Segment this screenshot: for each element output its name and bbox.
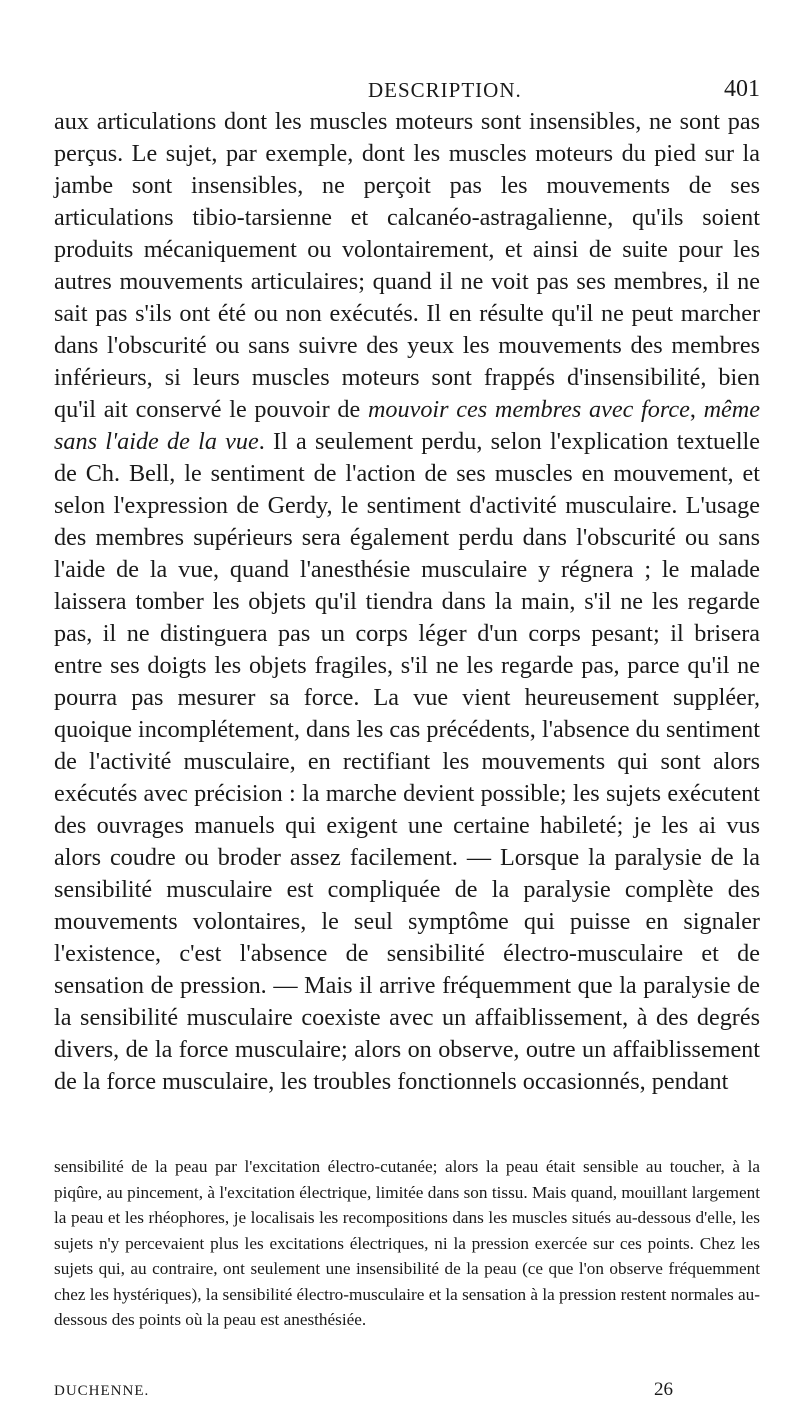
main-text <box>54 106 760 1098</box>
page-header <box>54 76 760 108</box>
footnote <box>54 1154 760 1333</box>
comma: , <box>689 396 696 423</box>
body-text-run-1: aux articulations dont les muscles moteurs sont insensibles, ne sont pas perçus. Le sujet, par exemple, dont les muscles moteurs du pied sur la jambe sont insensibles, ne perçoit pas les mouvements de ses articulations tibio-tarsienne et calcanéo-astragalienne, qu'ils soient produits mécaniquement ou volontairement, et ainsi de suite pour les autres mouvements articulaires; quand il ne voit pas ses membres, il ne sait pas s'ils ont été ou non exécutés. Il en résulte qu'il ne peut marcher dans l'obscurité ou sans suivre des yeux les mouvements des membres inférieurs, si leurs muscles moteurs sont frappés d'insensibilité, bien qu'il ait conservé le pouvoir de <box>54 108 760 423</box>
body-text-run-2: . Il a seulement perdu, selon l'explication textuelle de Ch. Bell, le sentiment de l'action de ses muscles en mouvement, et selon l'expression de Gerdy, le sentiment d'activité musculaire. L'usage des membres supérieurs sera également perdu dans l'obscurité ou sans l'aide de la vue, quand l'anesthésie musculaire y régnera ; le malade laissera tomber les objets qu'il tiendra dans la main, s'il ne les regarde pas, il ne distinguera pas un corps léger d'un corps pesant; il brisera entre ses doigts les objets fragiles, s'il ne les regarde pas, parce qu'il ne pourra pas mesurer sa force. La vue vient heureusement suppléer, quoique incomplétement, dans les cas précédents, l'absence du sentiment de l'activité musculaire, en rectifiant les mouvements qui sont alors exécutés avec précision : la marche devient possible; les sujets exécutent des ouvrages manuels qui exigent une certaine habileté; je les ai vus alors coudre ou broder assez facilement. — Lorsque la paralysie de la sensibilité musculaire est compliquée de la paralysie complète des mouvements volontaires, le seul symptôme qui puisse en signaler l'existence, c'est l'absence de sensibilité électro-musculaire et de sensation de pression. — Mais il arrive fréquemment que la paralysie de la sensibilité musculaire coexiste avec un affaiblissement, à des degrés divers, de la force musculaire; alors on observe, outre un affaiblissement de la force musculaire, les troubles fonctionnels occasionnés, pendant <box>54 428 760 1095</box>
running-title: DESCRIPTION. <box>368 78 522 102</box>
emphasis-text-2: même sans l'aide de la vue <box>54 396 760 455</box>
page-footer <box>54 1379 760 1407</box>
footnote-text: sensibilité de la peau par l'excitation électro-cutanée; alors la peau était sensible au toucher, à la piqûre, au pincement, à l'excitation électrique, limitée dans son tissu. Mais quand, mouillant largement la peau et les rhéophores, je localisais les recompositions dans les muscles situés au-dessous d'elle, les sujets n'y percevaient plus les excitations électriques, ni la pression exercée sur ces points. Chez les sujets qui, au contraire, ont seulement une insensibilité de la peau (ce que l'on observe fréquemment chez les hystériques), la sensibilité électro-musculaire et la sensation à la pression restent normales au-dessous des points où la peau est anesthésiée. <box>54 1157 760 1329</box>
body-paragraph <box>54 106 760 1098</box>
printer-signature: DUCHENNE. <box>54 1383 150 1399</box>
signature-mark: 26 <box>654 1379 673 1400</box>
page-number: 401 <box>724 76 760 102</box>
emphasis-text-1: mouvoir ces membres avec force <box>367 396 690 423</box>
